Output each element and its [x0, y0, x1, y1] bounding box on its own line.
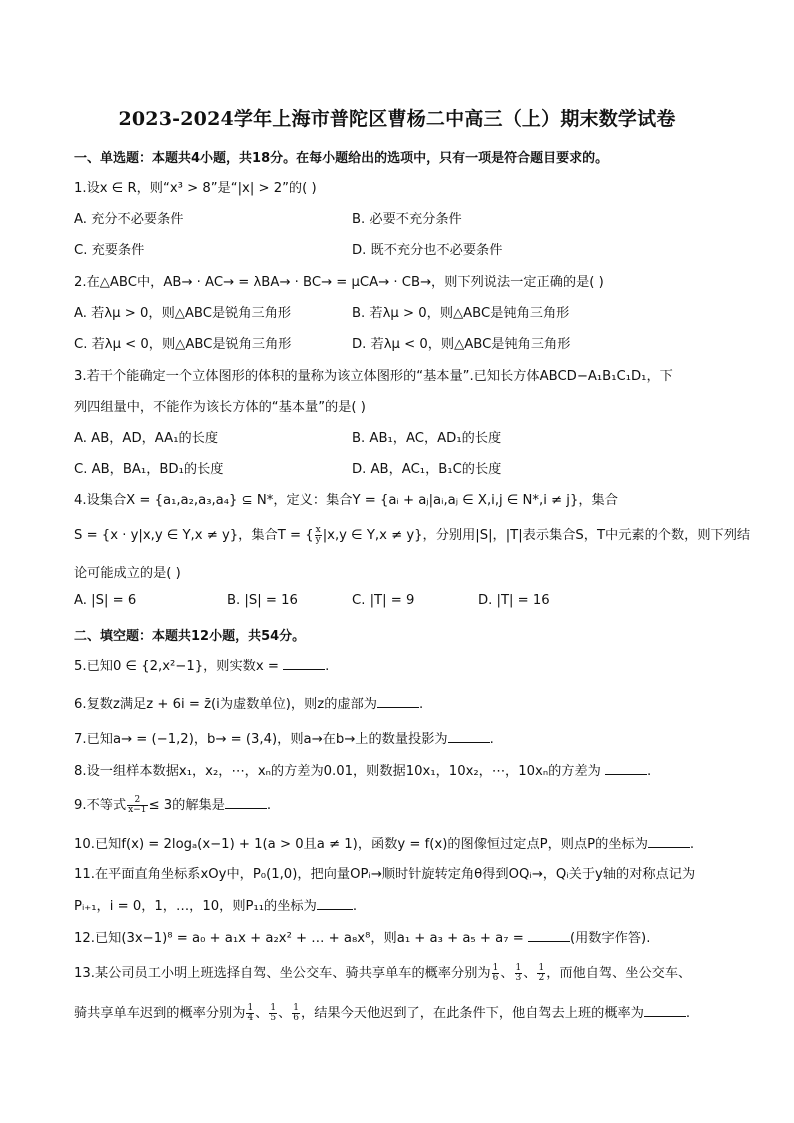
question-13-line-1: 13.某公司员工小明上班选择自驾、坐公交车、骑共享单车的概率分别为 $\frac{1}{6}$ 、 $\frac{1}{3}$ 、 $\frac{1}{2}$ ，而他自驾、坐公交车、	[74, 962, 692, 983]
question-1-option-d: D. 既不充分也不必要条件	[352, 243, 503, 258]
question-5: 5.已知0 ∈ {2,x²−1}，则实数x = .	[74, 659, 330, 674]
fraction-x-over-y: $\frac{x}{y}$	[315, 524, 321, 545]
answer-blank	[283, 657, 325, 670]
question-4-stem-line-2	[74, 524, 750, 545]
question-2-option-d: D. 若λμ < 0，则△ABC是钝角三角形	[352, 337, 571, 352]
question-4-option-b: B. |S| = 16	[227, 593, 298, 608]
answer-blank	[605, 762, 647, 775]
question-13-line-2: 骑共享单车迟到的概率分别为 $\frac{1}{4}$ 、 $\frac{1}{5}$ 、 $\frac{1}{6}$ ，结果今天他迟到了，在此条件下，他自驾去上班的概率为 .	[74, 1002, 691, 1023]
question-10: 10.已知f(x) = 2logₐ(x−1) + 1(a > 0且a ≠ 1)，函数y = f(x)的图像恒过定点P，则点P的坐标为 .	[74, 837, 695, 852]
answer-blank	[528, 929, 570, 942]
fraction-r3: $\frac{1}{6}$	[293, 1002, 300, 1023]
question-3-option-b: B. AB₁，AC，AD₁的长度	[352, 431, 502, 446]
fraction-r2: $\frac{1}{5}$	[270, 1002, 277, 1023]
question-3-option-a: A. AB，AD，AA₁的长度	[74, 431, 219, 446]
question-4-option-c: C. |T| = 9	[352, 593, 415, 608]
section-heading-single-choice: 一、单选题：本题共4小题，共18分。在每小题给出的选项中，只有一项是符合题目要求的。	[74, 151, 609, 166]
question-4-stem-line-2-part-b: |x,y ∈ Y,x ≠ y}，分别用|S|，|T|表示集合S，T中元素的个数，则下列结	[322, 528, 751, 543]
question-11-line-2: Pᵢ₊₁，i = 0，1，…，10，则P₁₁的坐标为 .	[74, 899, 358, 914]
question-8: 8.设一组样本数据x₁，x₂，⋯，xₙ的方差为0.01，则数据10x₁，10x₂，⋯，10xₙ的方差为 .	[74, 764, 652, 779]
question-6: 6.复数z满足z + 6i = z̄(i为虚数单位)，则z的虚部为 .	[74, 697, 424, 712]
question-3-stem-line-2: 列四组量中，不能作为该长方体的“基本量”的是( )	[74, 400, 366, 415]
answer-blank	[225, 796, 267, 809]
section-heading-fill-in: 二、填空题：本题共12小题，共54分。	[74, 629, 306, 644]
question-12: 12.已知(3x−1)⁸ = a₀ + a₁x + a₂x² + … + a₈x⁸，则a₁ + a₃ + a₅ + a₇ = (用数字作答).	[74, 931, 651, 946]
fraction-p2: $\frac{1}{3}$	[515, 962, 522, 983]
question-1-option-a: A. 充分不必要条件	[74, 212, 184, 227]
fraction-p3: $\frac{1}{2}$	[538, 962, 545, 983]
question-11-line-1: 11.在平面直角坐标系xOy中，P₀(1,0)，把向量OPᵢ→顺时针旋转定角θ得到OQᵢ→，Qᵢ关于y轴的对称点记为	[74, 867, 696, 882]
question-9: 9.不等式 $\frac{2}{x-1}$ ≤ 3的解集是 .	[74, 794, 272, 815]
question-1-option-b: B. 必要不充分条件	[352, 212, 462, 227]
answer-blank	[448, 730, 490, 743]
question-2-option-a: A. 若λμ > 0，则△ABC是锐角三角形	[74, 306, 292, 321]
answer-blank	[648, 835, 690, 848]
question-3-option-c: C. AB，BA₁，BD₁的长度	[74, 462, 224, 477]
question-3-stem-line-1: 3.若干个能确定一个立体图形的体积的量称为该立体图形的“基本量”.已知长方体ABCD−A₁B₁C₁D₁，下	[74, 369, 673, 384]
question-2-option-b: B. 若λμ > 0，则△ABC是钝角三角形	[352, 306, 570, 321]
question-7: 7.已知a→ = (−1,2)，b→ = (3,4)，则a→在b→上的数量投影为 .	[74, 732, 494, 747]
question-4-stem-line-3: 论可能成立的是( )	[74, 566, 181, 581]
answer-blank	[377, 695, 419, 708]
question-4-option-a: A. |S| = 6	[74, 593, 137, 608]
question-4-stem-line-2-part-a: S = {x · y|x,y ∈ Y,x ≠ y}，集合T = {	[74, 528, 314, 543]
fraction-2-over-x-minus-1: $\frac{2}{x-1}$	[128, 794, 147, 815]
page-title: 2023-2024学年上海市普陀区曹杨二中高三（上）期末数学试卷	[118, 108, 676, 130]
question-1-option-c: C. 充要条件	[74, 243, 145, 258]
answer-blank	[317, 897, 353, 910]
answer-blank	[644, 1004, 686, 1017]
question-1-stem: 1.设x ∈ R，则“x³ > 8”是“|x| > 2”的( )	[74, 181, 317, 196]
question-2-option-c: C. 若λμ < 0，则△ABC是锐角三角形	[74, 337, 292, 352]
fraction-p1: $\frac{1}{6}$	[492, 962, 499, 983]
fraction-r1: $\frac{1}{4}$	[247, 1002, 254, 1023]
question-4-stem-line-1: 4.设集合X = {a₁,a₂,a₃,a₄} ⊆ N*，定义：集合Y = {aᵢ + aⱼ|aᵢ,aⱼ ∈ X,i,j ∈ N*,i ≠ j}，集合	[74, 493, 618, 508]
question-4-option-d: D. |T| = 16	[478, 593, 550, 608]
question-3-option-d: D. AB，AC₁，B₁C的长度	[352, 462, 502, 477]
question-2-stem: 2.在△ABC中，AB→ · AC→ = λBA→ · BC→ = μCA→ · CB→，则下列说法一定正确的是( )	[74, 275, 604, 290]
